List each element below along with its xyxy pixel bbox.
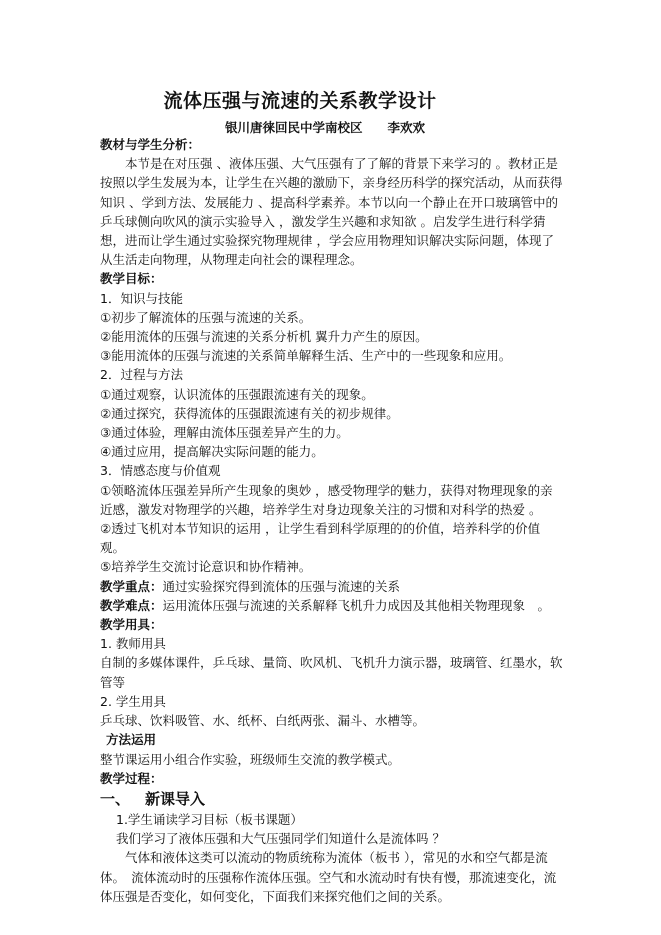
key-point-text: 通过实验探究得到流体的压强与流速的关系 bbox=[162, 578, 401, 594]
step-1: 1.学生诵读学习目标（板书课题） bbox=[116, 811, 303, 827]
teacher-tools-label: 1. 教师用具 bbox=[100, 636, 166, 652]
list-item: ①领略流体压强差异所产生现象的奥妙 ，感受物理学的魅力，获得对物理现象的亲近感，激发对物理学的兴趣，培养学生对身边现象关注的习惯和对科学的热爱 。 bbox=[100, 482, 553, 517]
process-heading: 教学过程： bbox=[100, 770, 163, 786]
intro-text: 气体和液体这类可以流动的物质统称为流体（板书 ），常见的水和空气都是流体。 流体流动时的压强称作流体压强。空气和水流动时有快有慢，那流速变化，流体压强是否变化，如何变化，下面我们来探究他们之间的关系。 bbox=[100, 850, 557, 904]
list-item: 3．情感态度与价值观 bbox=[100, 463, 221, 479]
key-point bbox=[100, 577, 565, 596]
teacher-tools-text: 自制的多媒体课件，乒乓球、量筒、吹风机、飞机升力演示器，玻璃管、红墨水，软管等 bbox=[100, 655, 563, 690]
section-heading bbox=[100, 788, 565, 810]
author-line: 银川唐徕回民中学南校区 李欢欢 bbox=[225, 120, 426, 135]
list-item: 1．知识与技能 bbox=[100, 290, 183, 306]
key-point-label: 教学重点： bbox=[100, 578, 163, 594]
document-title: 流体压强与流速的关系教学设计 bbox=[163, 90, 437, 112]
list-item: ⑤培养学生交流讨论意识和协作精神。 bbox=[100, 559, 312, 575]
method-heading: 方法运用 bbox=[106, 732, 157, 748]
document-body bbox=[100, 135, 565, 906]
goals-heading: 教学目标： bbox=[100, 271, 163, 287]
list-item: ③通过体验，理解由流体压强差异产生的力。 bbox=[100, 425, 349, 441]
difficulty-label: 教学难点： bbox=[100, 597, 163, 613]
tools-heading: 教学用具： bbox=[100, 617, 163, 633]
difficulty bbox=[100, 596, 565, 615]
student-tools-text: 乒乓球、饮料吸管、水、纸杯、白纸两张、漏斗、水槽等。 bbox=[100, 713, 426, 729]
intro-question: 我们学习了液体压强和大气压强同学们知道什么是流体吗 ？ bbox=[116, 831, 445, 847]
student-tools-label: 2. 学生用具 bbox=[100, 693, 166, 709]
list-item: ①初步了解流体的压强与流速的关系。 bbox=[100, 309, 312, 325]
list-item: ④通过应用，提高解决实际问题的能力。 bbox=[100, 444, 324, 460]
list-item: ②通过探究，获得流体的压强跟流速有关的初步规律。 bbox=[100, 405, 399, 421]
section-number: 一、 bbox=[100, 789, 131, 808]
list-item: ②能用流体的压强与流速的关系分析机 翼升力产生的原因。 bbox=[100, 329, 428, 345]
section-title: 新课导入 bbox=[145, 789, 206, 808]
list-item: ③能用流体的压强与流速的关系简单解释生活、生产中的一些现象和应用。 bbox=[100, 348, 512, 364]
list-item: 2．过程与方法 bbox=[100, 367, 183, 383]
goals-list bbox=[100, 289, 565, 577]
method-text: 整节课运用小组合作实验，班级师生交流的教学模式。 bbox=[100, 751, 401, 767]
list-item: ①通过观察，认识流体的压强跟流速有关的现象。 bbox=[100, 386, 374, 402]
analysis-heading: 教材与学生分析： bbox=[100, 137, 201, 152]
list-item: ②透过飞机对本节知识的运用 ，让学生看到科学原理的的价值，培养科学的价值观。 bbox=[100, 521, 541, 556]
difficulty-text: 运用流体压强与流速的关系解释飞机升力成因及其他相关物理现象 。 bbox=[162, 597, 551, 613]
analysis-text: 本节是在对压强 、液体压强、大气压强有了了解的背景下来学习的 。教材正是按照以学生发展为本，让学生在兴趣的激励下，亲身经历科学的探究活动，从而获得知识 、学到方法、发展能力 、提高科学素养。本节以向一个静止在开口玻璃管中的乒乓球侧向吹风的演示实验导入 ，激发学生兴趣和求知欲 。启发学生进行科学猜想，进而让学生通过实验探究物理规律 ，学会应用物理知识解决实际问题，体现了从生活走向物理，从物理走向社会的课程理念。 bbox=[100, 156, 563, 268]
